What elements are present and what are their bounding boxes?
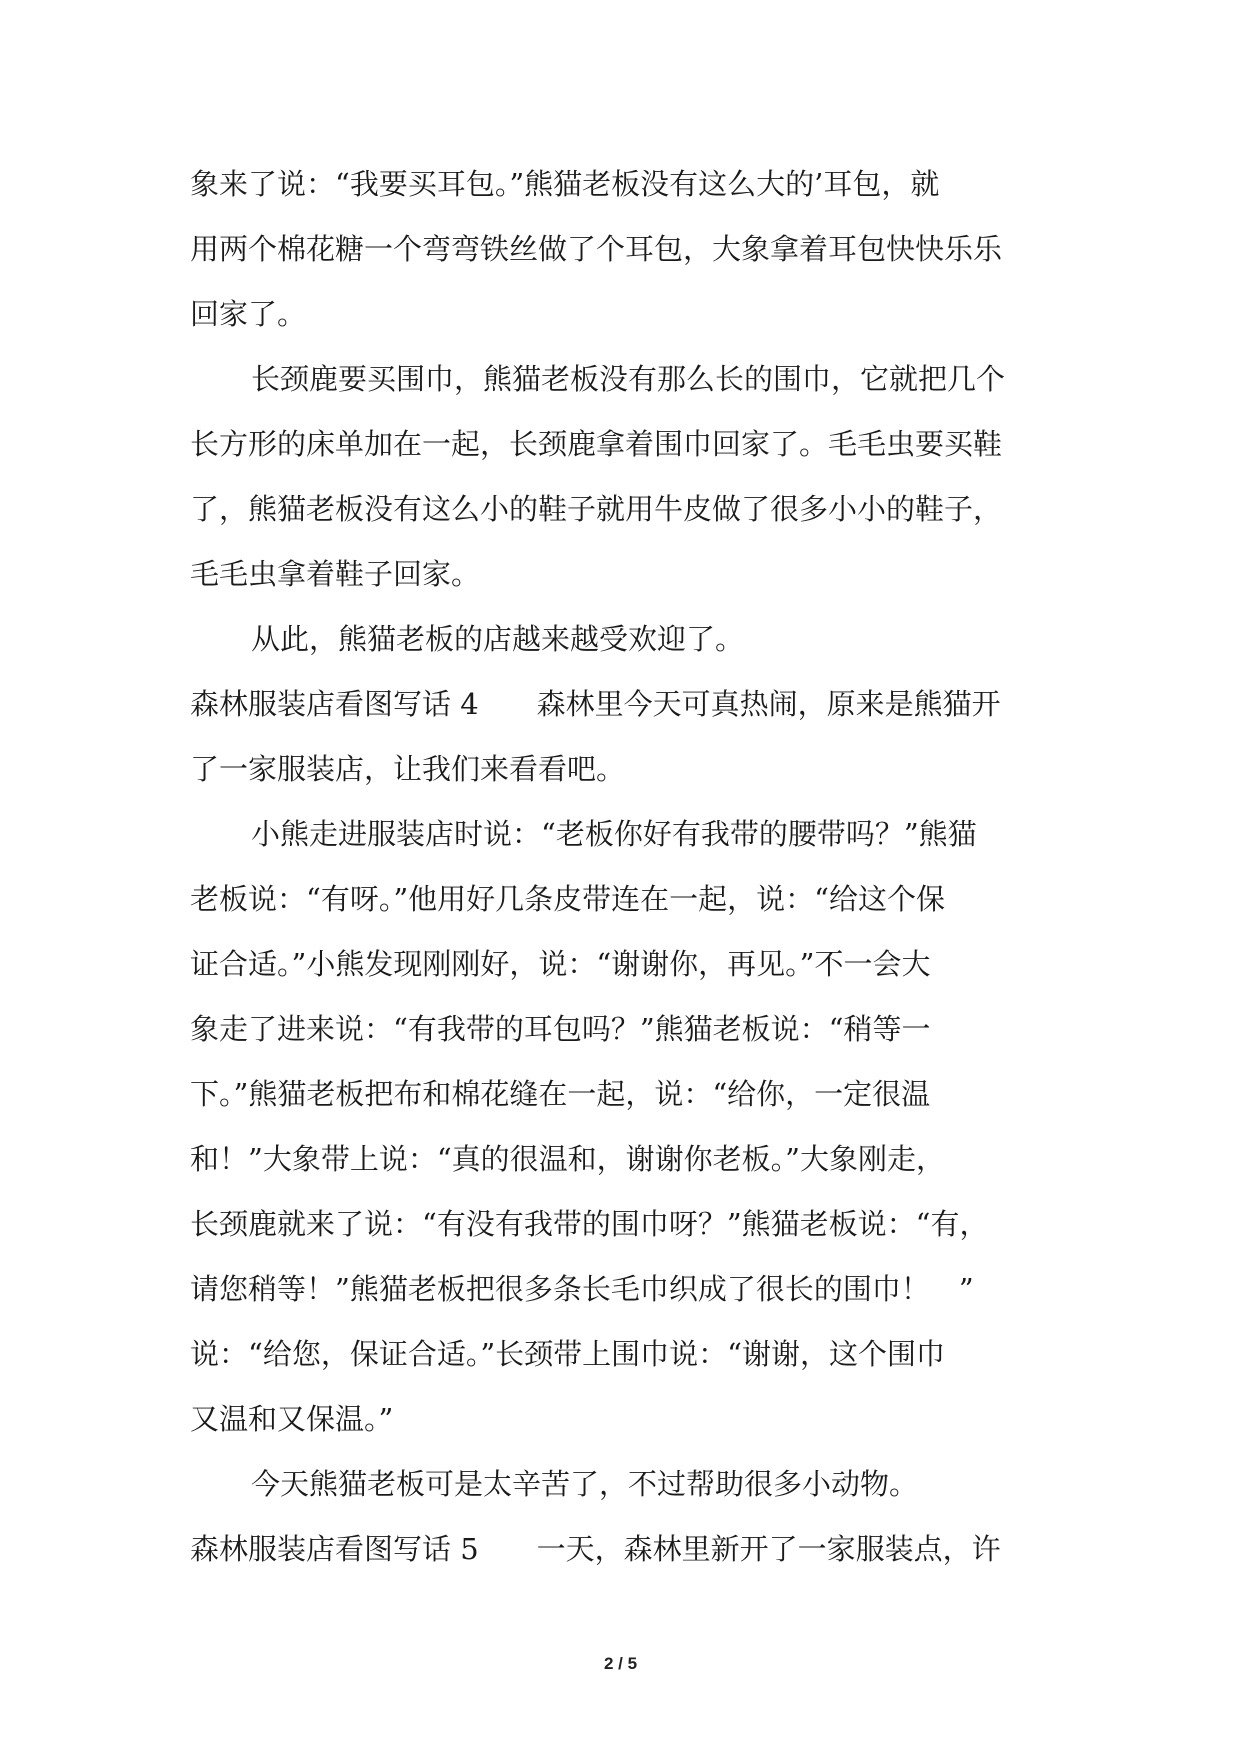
text-line-6: 了，熊猫老板没有这么小的鞋子就用牛皮做了很多小小的鞋子， — [190, 492, 1003, 526]
text-line-12: 老板说：“有呀。”他用好几条皮带连在一起，说：“给这个保 — [190, 882, 945, 916]
text-line-20: 又温和又保温。” — [190, 1402, 394, 1436]
text-line-4: 长颈鹿要买围巾，熊猫老板没有那么长的围巾，它就把几个 — [251, 362, 1006, 396]
text-line-3: 回家了。 — [190, 297, 307, 331]
text-line-15: 下。”熊猫老板把布和棉花缝在一起，说：“给你，一定很温 — [190, 1077, 931, 1111]
document-body — [190, 152, 1060, 1582]
text-line-14: 象走了进来说：“有我带的耳包吗？”熊猫老板说：“稍等一 — [190, 1012, 931, 1046]
text-line-7: 毛毛虫拿着鞋子回家。 — [190, 557, 481, 591]
section-heading-5: 森林服装店看图写话 5 一天，森林里新开了一家服装点，许 — [190, 1532, 1001, 1566]
page-number: 2 / 5 — [603, 1654, 638, 1673]
text-line-16: 和！”大象带上说：“真的很温和，谢谢你老板。”大象刚走， — [190, 1142, 945, 1176]
text-line-18: 请您稍等！”熊猫老板把很多条长毛巾织成了很长的围巾！ ” — [190, 1272, 974, 1306]
text-line-8: 从此，熊猫老板的店越来越受欢迎了。 — [251, 622, 745, 656]
text-line-2: 用两个棉花糖一个弯弯铁丝做了个耳包，大象拿着耳包快快乐乐 — [190, 232, 1003, 266]
text-line-17: 长颈鹿就来了说：“有没有我带的围巾呀？”熊猫老板说：“有， — [190, 1207, 989, 1241]
text-line-19: 说：“给您，保证合适。”长颈带上围巾说：“谢谢，这个围巾 — [190, 1337, 945, 1371]
section-heading-4: 森林服装店看图写话 4 森林里今天可真热闹，原来是熊猫开 — [190, 687, 1001, 721]
text-line-21: 今天熊猫老板可是太辛苦了，不过帮助很多小动物。 — [251, 1467, 919, 1501]
text-line-11: 小熊走进服装店时说：“老板你好有我带的腰带吗？”熊猫 — [251, 817, 977, 851]
text-line-5: 长方形的床单加在一起，长颈鹿拿着围巾回家了。毛毛虫要买鞋 — [190, 427, 1003, 461]
text-line-13: 证合适。”小熊发现刚刚好，说：“谢谢你，再见。”不一会大 — [190, 947, 931, 981]
text-line-10: 了一家服装店，让我们来看看吧。 — [190, 752, 626, 786]
text-line-1: 象来了说：“我要买耳包。”熊猫老板没有这么大的’耳包，就 — [190, 167, 940, 201]
